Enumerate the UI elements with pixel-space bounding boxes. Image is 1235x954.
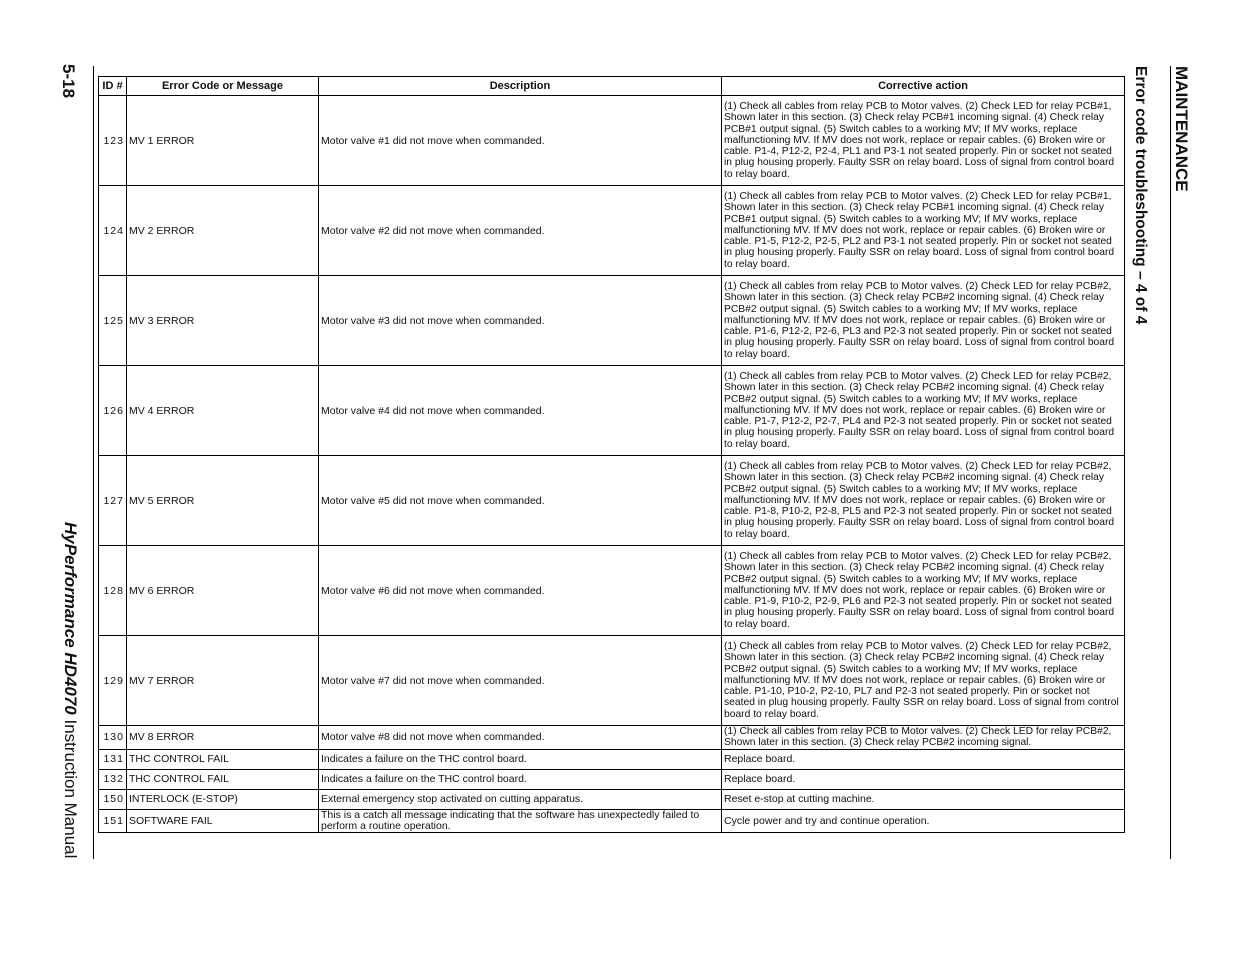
error-description: Motor valve #4 did not move when commanded. bbox=[319, 366, 722, 456]
error-id: 132 bbox=[99, 769, 127, 789]
corrective-action: (1) Check all cables from relay PCB to Motor valves. (2) Check LED for relay PCB#1, Shown later in this section. (3) Check relay PCB#1 incoming signal. (4) Check relay PCB#1 output signal. (5) Switch cables to a working MV; If MV works, replace malfunctioning MV. If MV does not work, replace or repair cables. (6) Broken wire or cable. P1-5, P12-2, P2-5, PL2 and P3-1 not seated properly. Pin or socket not seated in plug housing properly. Faulty SSR on relay board. Loss of signal from control board to relay board. bbox=[722, 186, 1125, 276]
corrective-action: Replace board. bbox=[722, 749, 1125, 769]
error-description: Indicates a failure on the THC control board. bbox=[319, 749, 722, 769]
error-description: External emergency stop activated on cutting apparatus. bbox=[319, 789, 722, 809]
error-description: Indicates a failure on the THC control board. bbox=[319, 769, 722, 789]
corrective-action: (1) Check all cables from relay PCB to Motor valves. (2) Check LED for relay PCB#2, Shown later in this section. (3) Check relay PCB#2 incoming signal. bbox=[722, 726, 1125, 750]
manual-title bbox=[60, 522, 80, 858]
table-row bbox=[99, 789, 1125, 809]
error-id: 128 bbox=[99, 546, 127, 636]
table-header-row bbox=[99, 77, 1125, 96]
error-code: MV 2 ERROR bbox=[127, 186, 319, 276]
error-code: MV 5 ERROR bbox=[127, 456, 319, 546]
table-row bbox=[99, 276, 1125, 366]
error-id: 125 bbox=[99, 276, 127, 366]
error-code: SOFTWARE FAIL bbox=[127, 809, 319, 833]
error-code-table bbox=[98, 76, 1125, 833]
corrective-action: (1) Check all cables from relay PCB to Motor valves. (2) Check LED for relay PCB#2, Shown later in this section. (3) Check relay PCB#2 incoming signal. (4) Check relay PCB#2 output signal. (5) Switch cables to a working MV; If MV works, replace malfunctioning MV. If MV does not work, replace or repair cables. (6) Broken wire or cable. P1-7, P12-2, P2-7, PL4 and P2-3 not seated properly. Pin or socket not seated in plug housing properly. Faulty SSR on relay board. Loss of signal from control board to relay board. bbox=[722, 366, 1125, 456]
corrective-action: Reset e-stop at cutting machine. bbox=[722, 789, 1125, 809]
column-header-id: ID # bbox=[99, 77, 127, 96]
error-code: MV 6 ERROR bbox=[127, 546, 319, 636]
table-row bbox=[99, 546, 1125, 636]
error-code: MV 4 ERROR bbox=[127, 366, 319, 456]
corrective-action: Cycle power and try and continue operation. bbox=[722, 809, 1125, 833]
error-code: MV 1 ERROR bbox=[127, 96, 319, 186]
section-title: MAINTENANCE bbox=[1172, 66, 1191, 192]
error-id: 151 bbox=[99, 809, 127, 833]
error-id: 123 bbox=[99, 96, 127, 186]
corrective-action: (1) Check all cables from relay PCB to Motor valves. (2) Check LED for relay PCB#2, Shown later in this section. (3) Check relay PCB#2 incoming signal. (4) Check relay PCB#2 output signal. (5) Switch cables to a working MV; If MV works, replace malfunctioning MV. If MV does not work, replace or repair cables. (6) Broken wire or cable. P1-9, P10-2, P2-9, PL6 and P2-3 not seated properly. Pin or socket not seated in plug housing properly. Faulty SSR on relay board. Loss of signal from control board to relay board. bbox=[722, 546, 1125, 636]
error-id: 131 bbox=[99, 749, 127, 769]
corrective-action: (1) Check all cables from relay PCB to Motor valves. (2) Check LED for relay PCB#2, Shown later in this section. (3) Check relay PCB#2 incoming signal. (4) Check relay PCB#2 output signal. (5) Switch cables to a working MV; If MV works, replace malfunctioning MV. If MV does not work, replace or repair cables. (6) Broken wire or cable. P1-6, P12-2, P2-6, PL3 and P2-3 not seated properly. Pin or socket not seated in plug housing properly. Faulty SSR on relay board. Loss of signal from control board to relay board. bbox=[722, 276, 1125, 366]
error-code: THC CONTROL FAIL bbox=[127, 749, 319, 769]
table-row bbox=[99, 749, 1125, 769]
table-row bbox=[99, 769, 1125, 789]
table-row bbox=[99, 726, 1125, 750]
subsection-title: Error code troubleshooting – 4 of 4 bbox=[1132, 66, 1149, 325]
table-row bbox=[99, 366, 1125, 456]
left-margin-rule bbox=[93, 66, 94, 859]
error-description: Motor valve #3 did not move when commanded. bbox=[319, 276, 722, 366]
corrective-action: (1) Check all cables from relay PCB to Motor valves. (2) Check LED for relay PCB#1, Shown later in this section. (3) Check relay PCB#1 incoming signal. (4) Check relay PCB#1 output signal. (5) Switch cables to a working MV; If MV works, replace malfunctioning MV. If MV does not work, replace or repair cables. (6) Broken wire or cable. P1-4, P12-2, P2-4, PL1 and P3-1 not seated properly. Pin or socket not seated in plug housing properly. Faulty SSR on relay board. Loss of signal from control board to relay board. bbox=[722, 96, 1125, 186]
error-description: Motor valve #6 did not move when commanded. bbox=[319, 546, 722, 636]
error-id: 124 bbox=[99, 186, 127, 276]
error-description: Motor valve #2 did not move when commanded. bbox=[319, 186, 722, 276]
column-header-code: Error Code or Message bbox=[127, 77, 319, 96]
manual-suffix: Instruction Manual bbox=[61, 714, 80, 859]
manual-brand: HyPerformance HD4070 bbox=[61, 522, 80, 715]
error-code: MV 3 ERROR bbox=[127, 276, 319, 366]
error-code: INTERLOCK (E-STOP) bbox=[127, 789, 319, 809]
error-code: MV 8 ERROR bbox=[127, 726, 319, 750]
table-row bbox=[99, 96, 1125, 186]
corrective-action: (1) Check all cables from relay PCB to Motor valves. (2) Check LED for relay PCB#2, Shown later in this section. (3) Check relay PCB#2 incoming signal. (4) Check relay PCB#2 output signal. (5) Switch cables to a working MV; If MV works, replace malfunctioning MV. If MV does not work, replace or repair cables. (6) Broken wire or cable. P1-10, P10-2, P2-10, PL7 and P2-3 not seated properly. Pin or socket not seated in plug housing properly. Faulty SSR on relay board. Loss of signal from control board to relay board. bbox=[722, 636, 1125, 726]
page-number: 5-18 bbox=[59, 64, 78, 99]
table-row bbox=[99, 636, 1125, 726]
table-row bbox=[99, 186, 1125, 276]
table-row bbox=[99, 809, 1125, 833]
column-header-description: Description bbox=[319, 77, 722, 96]
error-description: Motor valve #7 did not move when commanded. bbox=[319, 636, 722, 726]
error-description: Motor valve #8 did not move when commanded. bbox=[319, 726, 722, 750]
error-description: Motor valve #1 did not move when commanded. bbox=[319, 96, 722, 186]
error-id: 127 bbox=[99, 456, 127, 546]
corrective-action: Replace board. bbox=[722, 769, 1125, 789]
corrective-action: (1) Check all cables from relay PCB to Motor valves. (2) Check LED for relay PCB#2, Shown later in this section. (3) Check relay PCB#2 incoming signal. (4) Check relay PCB#2 output signal. (5) Switch cables to a working MV; If MV works, replace malfunctioning MV. If MV does not work, replace or repair cables. (6) Broken wire or cable. P1-8, P10-2, P2-8, PL5 and P2-3 not seated properly. Pin or socket not seated in plug housing properly. Faulty SSR on relay board. Loss of signal from control board to relay board. bbox=[722, 456, 1125, 546]
error-id: 126 bbox=[99, 366, 127, 456]
error-code: MV 7 ERROR bbox=[127, 636, 319, 726]
column-header-action: Corrective action bbox=[722, 77, 1125, 96]
error-id: 150 bbox=[99, 789, 127, 809]
table-row bbox=[99, 456, 1125, 546]
error-description: Motor valve #5 did not move when commanded. bbox=[319, 456, 722, 546]
error-description: This is a catch all message indicating that the software has unexpectedly failed to perform a routine operation. bbox=[319, 809, 722, 833]
error-id: 129 bbox=[99, 636, 127, 726]
error-id: 130 bbox=[99, 726, 127, 750]
error-code: THC CONTROL FAIL bbox=[127, 769, 319, 789]
